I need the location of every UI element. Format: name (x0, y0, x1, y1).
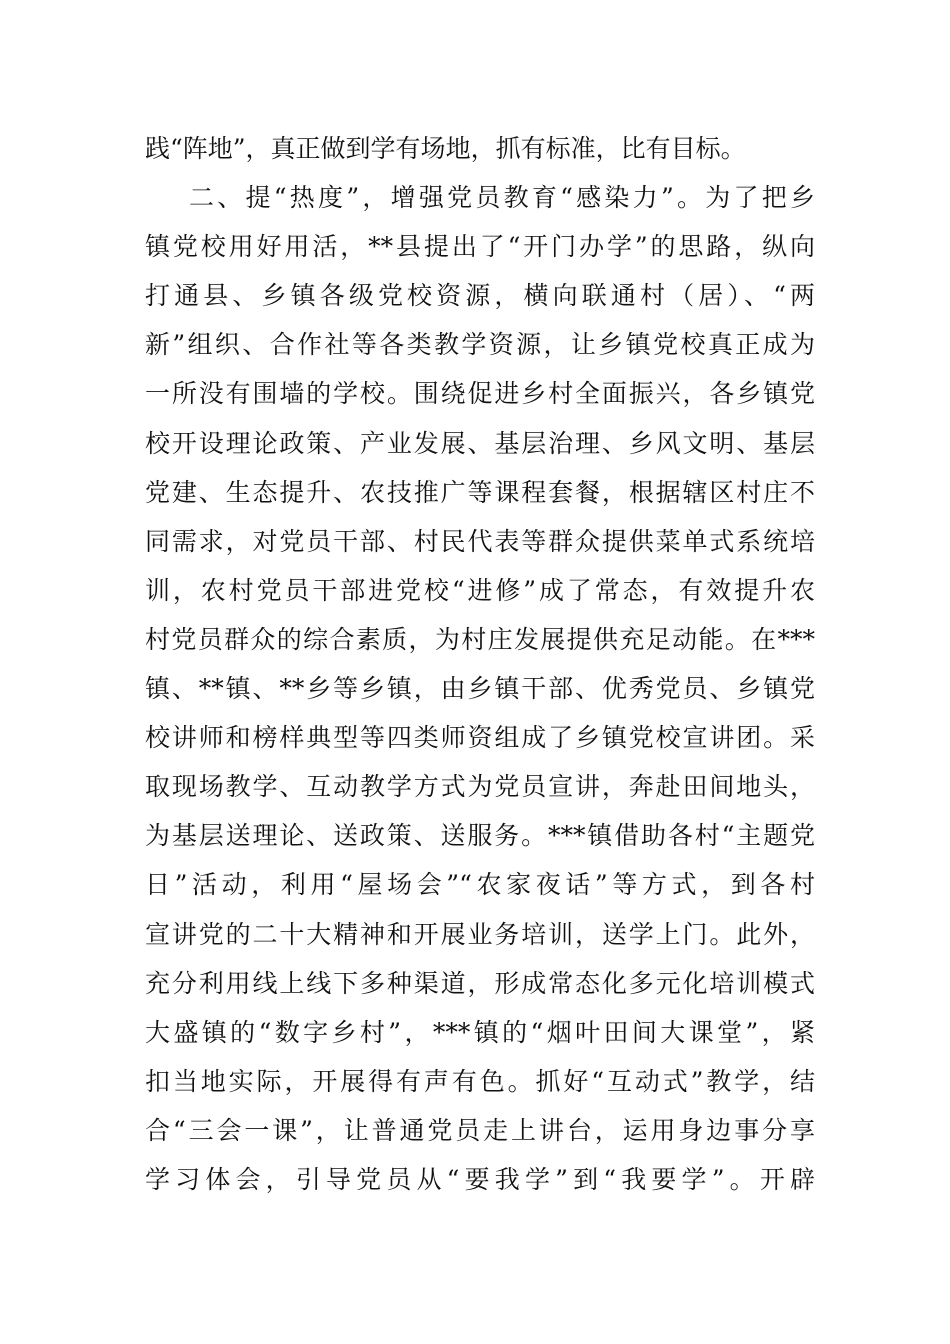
text-line: 镇、**镇、**乡等乡镇，由乡镇干部、优秀党员、乡镇党 (145, 674, 815, 704)
text-line: 镇党校用好用活，**县提出了“开门办学”的思路，纵向 (145, 232, 815, 262)
text-line: 为基层送理论、送政策、送服务。***镇借助各村“主题党 (145, 821, 815, 851)
text-line: 践“阵地”，真正做到学有场地，抓有标准，比有目标。 (145, 134, 746, 163)
text-line: 充分利用线上线下多种渠道，形成常态化多元化培训模式 (145, 968, 815, 998)
text-line: 同需求，对党员干部、村民代表等群众提供菜单式系统培 (145, 526, 815, 556)
text-line: 学习体会，引导党员从“要我学”到“我要学”。开辟 (145, 1164, 815, 1194)
body-text (145, 124, 815, 1204)
text-line: 大盛镇的“数字乡村”，***镇的“烟叶田间大课堂”，紧 (145, 1017, 815, 1047)
text-line: 打通县、乡镇各级党校资源，横向联通村（居）、“两 (145, 281, 815, 311)
text-line: 日”活动，利用“屋场会”“农家夜话”等方式，到各村 (145, 870, 815, 900)
text-line: 校讲师和榜样典型等四类师资组成了乡镇党校宣讲团。采 (145, 723, 815, 753)
text-line: 一所没有围墙的学校。围绕促进乡村全面振兴，各乡镇党 (145, 379, 815, 409)
text-line: 二、提“热度”，增强党员教育“感染力”。为了把乡 (189, 183, 815, 213)
text-line: 取现场教学、互动教学方式为党员宣讲，奔赴田间地头， (145, 772, 815, 802)
text-line: 党建、生态提升、农技推广等课程套餐，根据辖区村庄不 (145, 477, 815, 507)
text-line: 宣讲党的二十大精神和开展业务培训，送学上门。此外， (145, 919, 815, 949)
text-line: 扣当地实际，开展得有声有色。抓好“互动式”教学，结 (145, 1066, 815, 1096)
text-line: 合“三会一课”，让普通党员走上讲台，运用身边事分享 (145, 1115, 815, 1145)
text-line: 校开设理论政策、产业发展、基层治理、乡风文明、基层 (145, 428, 815, 458)
text-line: 训，农村党员干部进党校“进修”成了常态，有效提升农 (145, 575, 815, 605)
text-line: 村党员群众的综合素质，为村庄发展提供充足动能。在*** (145, 624, 815, 654)
text-line: 新”组织、合作社等各类教学资源，让乡镇党校真正成为 (145, 330, 815, 360)
